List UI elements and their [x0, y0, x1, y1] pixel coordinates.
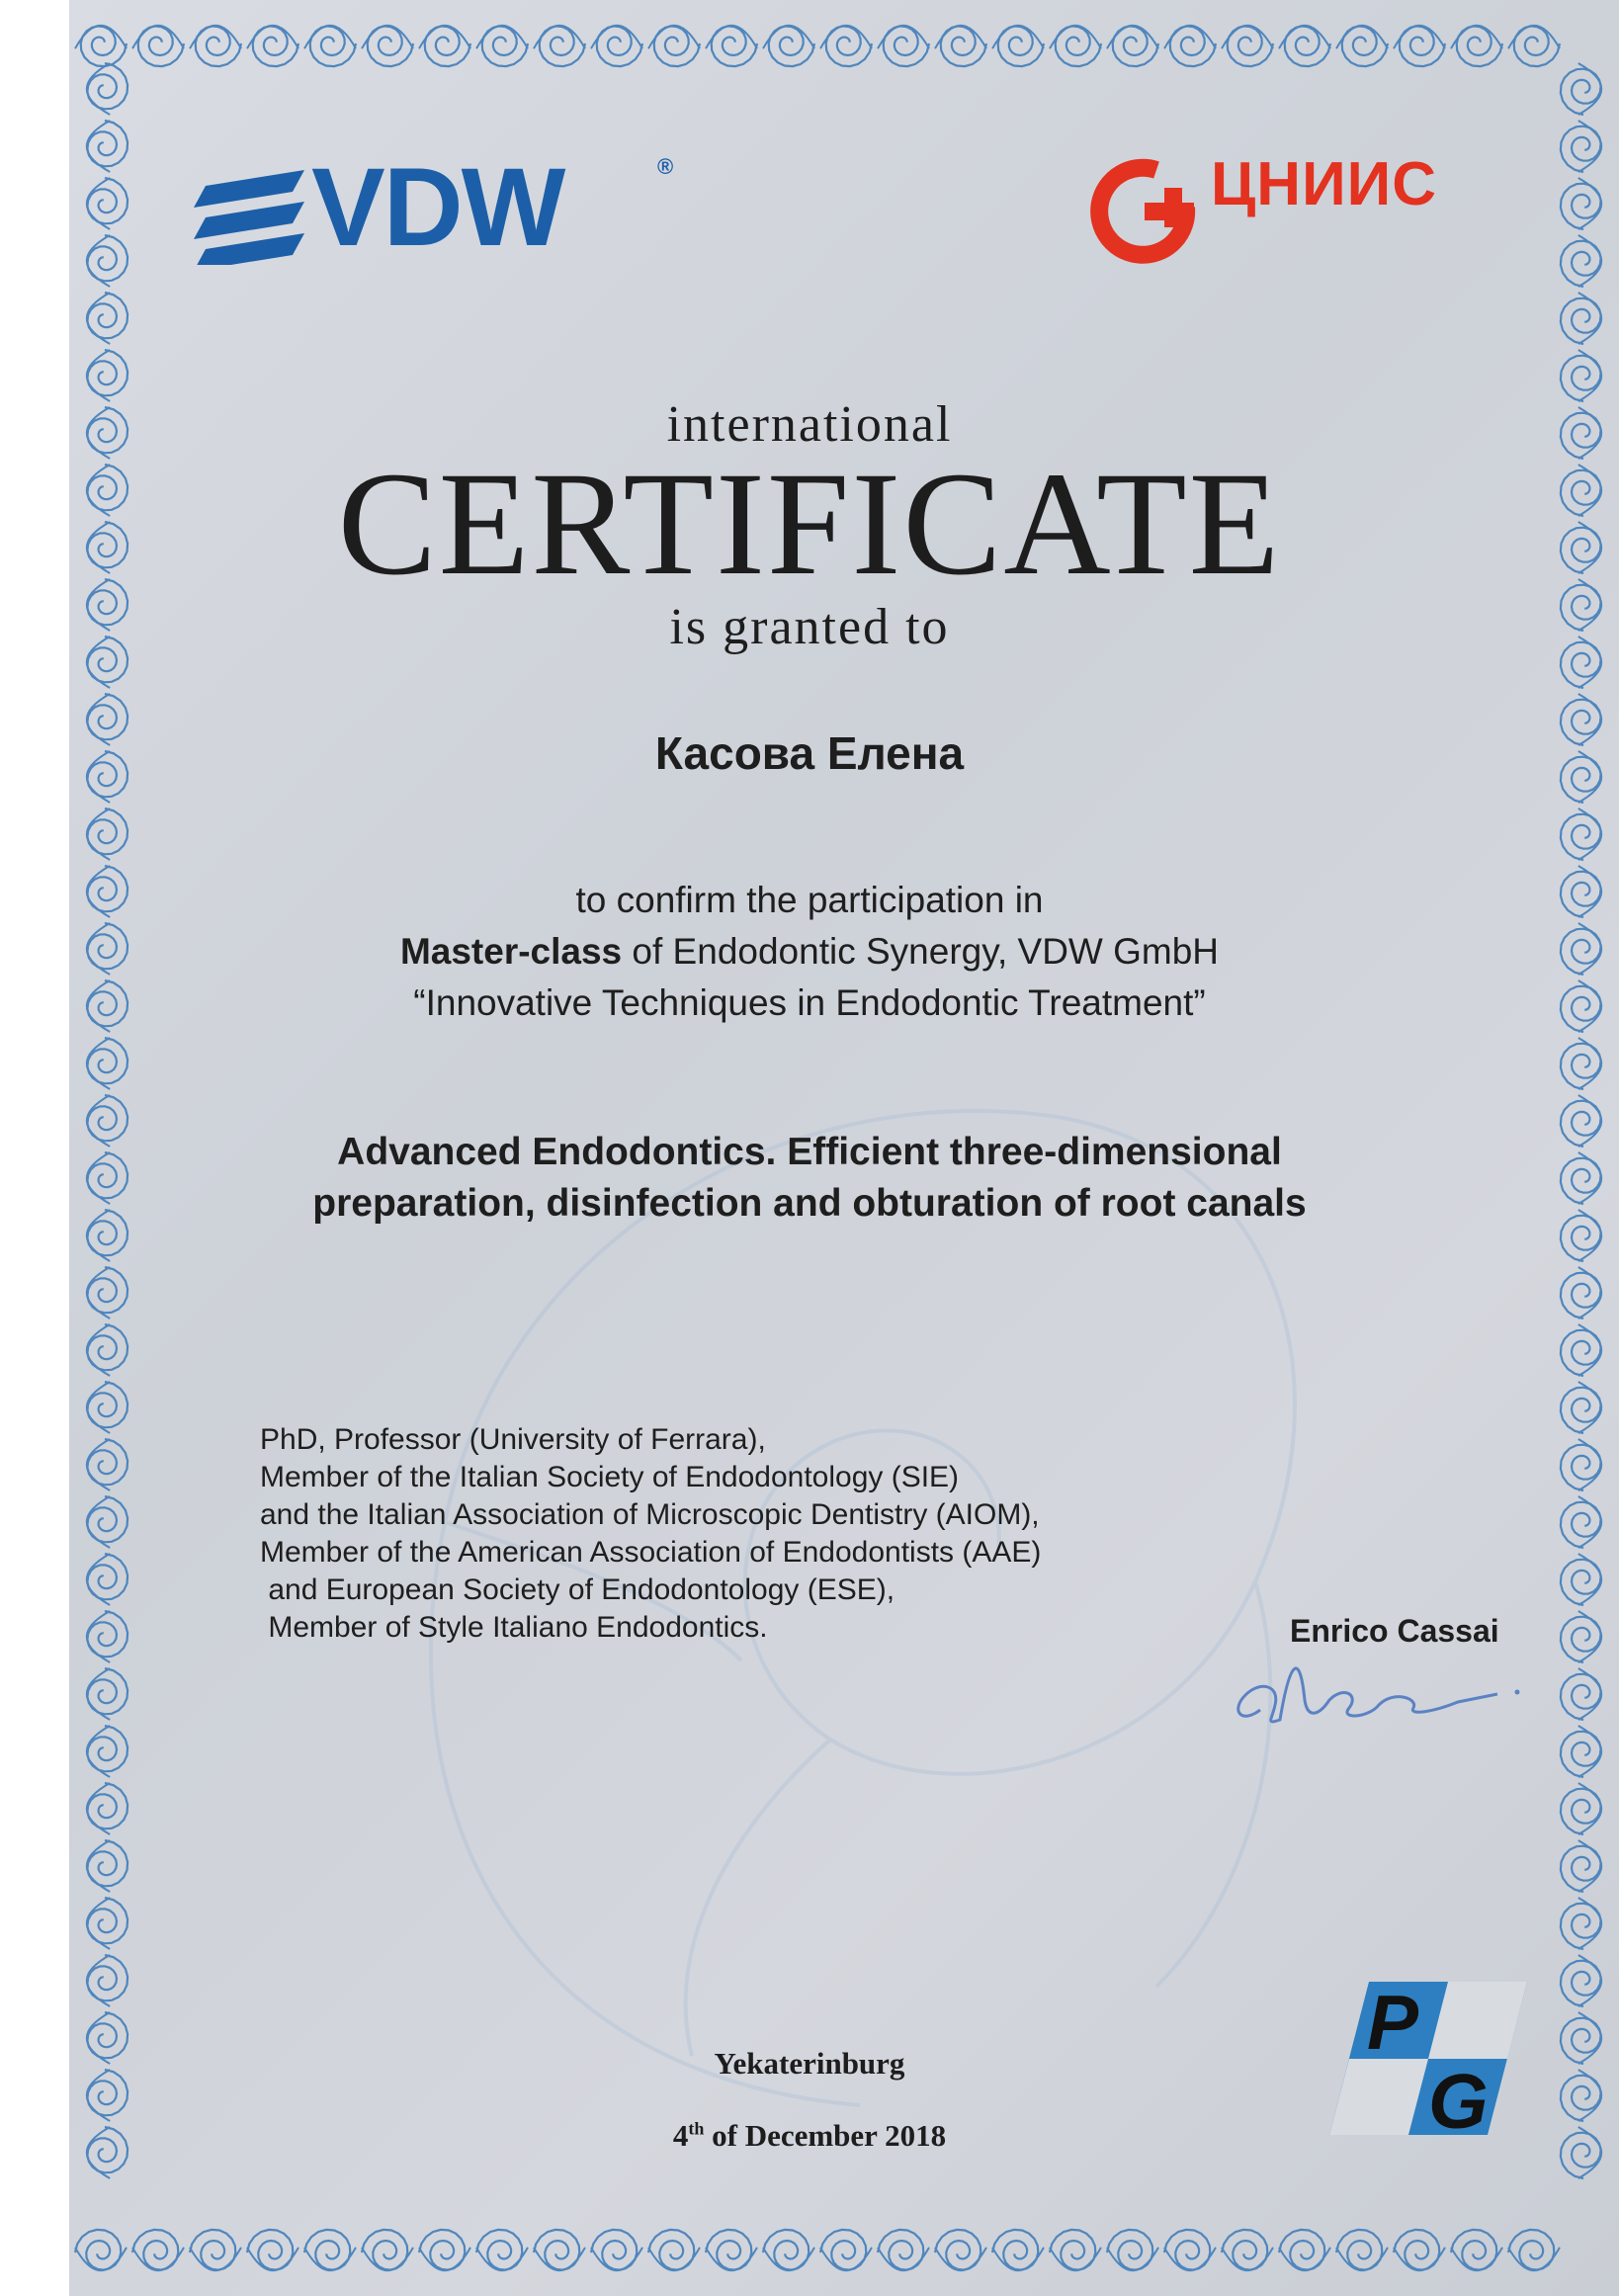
cniis-logo-text: ЦНИИС — [1211, 150, 1437, 218]
credential-line: and European Society of Endodontology (ESE), — [260, 1573, 895, 1606]
date-rest: of December 2018 — [704, 2118, 947, 2153]
date-ordinal: th — [688, 2118, 705, 2139]
pg-logo — [1329, 1982, 1527, 2135]
master-class-label: Master-class — [399, 931, 623, 972]
vdw-registered-mark: ® — [657, 154, 674, 179]
svg-text:G: G — [1428, 2058, 1489, 2135]
heading-suffix: is granted to — [669, 599, 950, 655]
credential-line: Member of the American Association of Endodontists (AAE) — [260, 1536, 1042, 1569]
credential-line: Member of Style Italiano Endodontics. — [260, 1611, 768, 1644]
vdw-wave-icon — [188, 166, 306, 265]
credential-line: Member of the Italian Society of Endodontology (SIE) — [260, 1461, 960, 1493]
signer-credentials — [260, 1421, 1041, 1647]
vdw-logo-text: VDW — [311, 145, 564, 269]
recipient-name: Касова Елена — [654, 727, 965, 779]
handwritten-signature — [1221, 1641, 1527, 1740]
credential-line: PhD, Professor (University of Ferrara), — [260, 1423, 766, 1456]
svg-text:P: P — [1367, 1982, 1419, 2066]
date-day: 4 — [672, 2118, 689, 2153]
certificate-title: CERTIFICATE — [337, 442, 1282, 606]
participation-line-1: to confirm the participation in — [575, 880, 1044, 920]
cniis-logo — [1087, 148, 1522, 277]
participation-line-2 — [0, 926, 1619, 978]
cniis-emblem-icon — [1087, 148, 1216, 277]
participation-line-2-rest: of Endodontic Synergy, VDW GmbH — [622, 931, 1220, 972]
course-line-1: Advanced Endodontics. Efficient three-dimensional — [337, 1131, 1282, 1173]
course-line-2: preparation, disinfection and obturation of root canals — [312, 1182, 1307, 1225]
signer-name: Enrico Cassai — [1290, 1613, 1499, 1649]
city: Yekaterinburg — [714, 2046, 905, 2081]
participation-line-3: “Innovative Techniques in Endodontic Treatment” — [413, 982, 1206, 1023]
participation-text — [0, 875, 1619, 1029]
course-title — [0, 1127, 1619, 1230]
heading-prefix: international — [666, 396, 953, 453]
credential-line: and the Italian Association of Microscopic Dentistry (AIOM), — [260, 1498, 1040, 1531]
vdw-logo — [188, 145, 692, 269]
